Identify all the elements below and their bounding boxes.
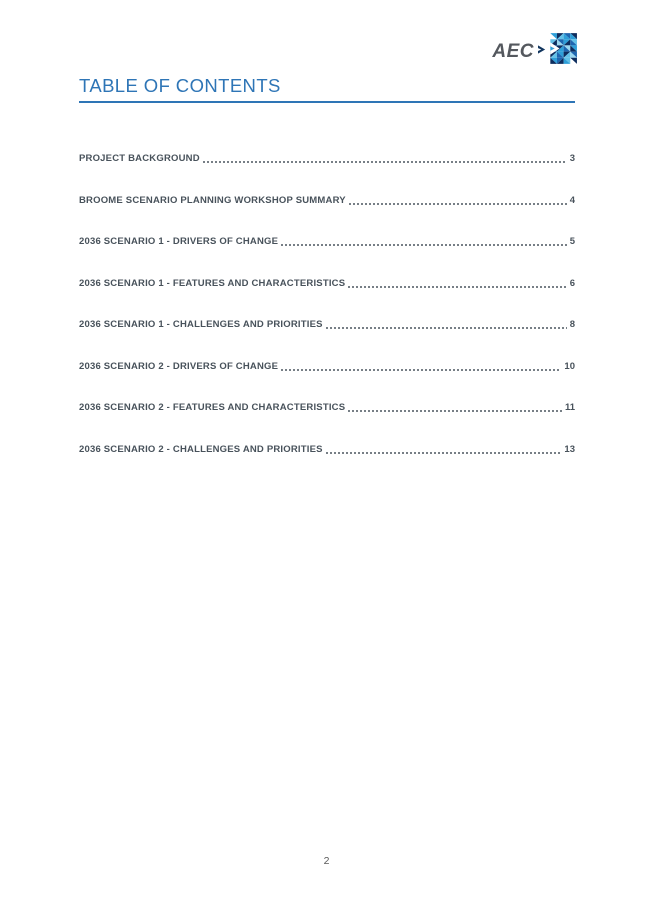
toc-entry[interactable] — [79, 153, 575, 165]
dot-leader — [281, 369, 561, 371]
dot-leader — [348, 286, 566, 288]
aec-logo-mosaic-icon — [538, 33, 579, 64]
toc-entry-page-number: 3 — [569, 153, 575, 164]
toc-entry-page-number: 8 — [569, 319, 575, 330]
toc-entry-title: BROOME SCENARIO PLANNING WORKSHOP SUMMARY — [79, 194, 346, 206]
toc-entry[interactable] — [79, 195, 575, 207]
dot-leader — [349, 203, 567, 205]
toc-entry[interactable] — [79, 402, 575, 414]
toc-entry-title: 2036 SCENARIO 2 - FEATURES AND CHARACTERISTICS — [79, 402, 346, 413]
toc-entry-page-number: 5 — [569, 236, 575, 247]
toc-entry[interactable] — [79, 278, 575, 290]
dot-leader — [203, 161, 567, 163]
toc-entry-page-number: 4 — [569, 194, 575, 206]
dot-leader — [326, 452, 562, 454]
toc-entry[interactable] — [79, 444, 575, 456]
page-title-block — [79, 76, 575, 103]
toc-entry[interactable] — [79, 361, 575, 373]
dot-leader — [281, 244, 567, 246]
aec-logo — [492, 33, 579, 64]
toc-entry-page-number: 6 — [569, 277, 575, 289]
toc-entry[interactable] — [79, 319, 575, 331]
toc-entry-title: 2036 SCENARIO 1 - CHALLENGES AND PRIORITIES — [79, 319, 323, 330]
page-title: TABLE OF CONTENTS — [79, 75, 281, 96]
toc-entry[interactable] — [79, 236, 575, 248]
table-of-contents — [79, 153, 575, 485]
toc-entry-page-number: 13 — [564, 443, 575, 455]
dot-leader — [348, 410, 562, 412]
toc-entry-title: PROJECT BACKGROUND — [79, 153, 200, 164]
toc-entry-page-number: 11 — [564, 402, 575, 413]
toc-entry-title: 2036 SCENARIO 1 - FEATURES AND CHARACTERISTICS — [79, 277, 346, 289]
dot-leader — [326, 327, 567, 329]
footer-page-number: 2 — [323, 855, 330, 867]
toc-entry-title: 2036 SCENARIO 1 - DRIVERS OF CHANGE — [79, 236, 279, 247]
aec-logo-text: AEC — [492, 40, 534, 62]
toc-entry-page-number: 10 — [564, 360, 575, 372]
toc-entry-title: 2036 SCENARIO 2 - DRIVERS OF CHANGE — [79, 360, 279, 372]
toc-entry-title: 2036 SCENARIO 2 - CHALLENGES AND PRIORITIES — [79, 443, 323, 455]
